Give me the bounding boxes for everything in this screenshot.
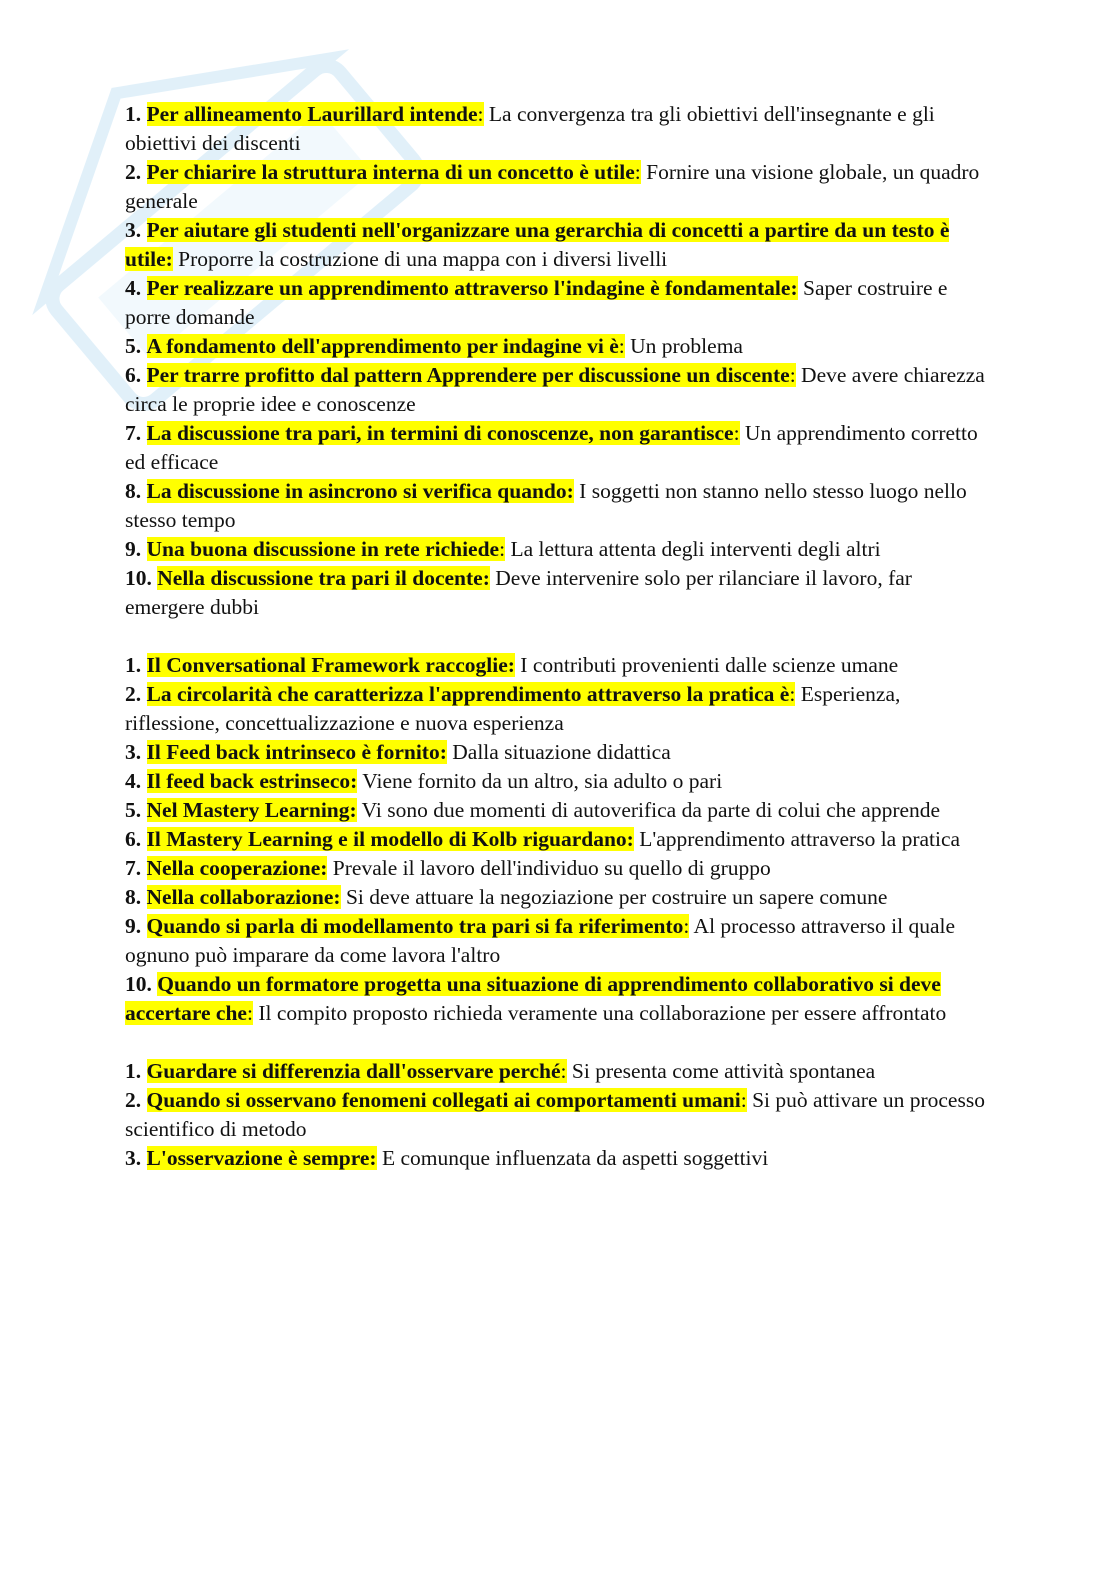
answer-text: Esperienza, riflessione, concettualizzazione e nuova esperienza (125, 682, 901, 735)
answer-text: Viene fornito da un altro, sia adulto o pari (357, 769, 723, 793)
answer-text: Al processo attraverso il quale ognuno può imparare da come lavora l'altro (125, 914, 956, 967)
item-number: 1. (125, 102, 142, 126)
question-highlight: A fondamento dell'apprendimento per indagine vi è (146, 334, 619, 358)
question-highlight: Per realizzare un apprendimento attraverso l'indagine è fondamentale: (146, 276, 798, 300)
answer-text: Fornire una visione globale, un quadro generale (125, 160, 980, 213)
item-number: 1. (125, 1059, 142, 1083)
question-highlight: Il feed back estrinseco: (146, 769, 358, 793)
question-highlight: Il Feed back intrinseco è fornito: (146, 740, 447, 764)
item-number: 8. (125, 479, 142, 503)
item-number: 3. (125, 218, 142, 242)
qa-item (125, 564, 985, 622)
answer-text: Si deve attuare la negoziazione per costruire un sapere comune (340, 885, 888, 909)
question-highlight: La discussione in asincrono si verifica quando: (146, 479, 574, 503)
answer-text: Si presenta come attività spontanea (566, 1059, 876, 1083)
answer-text: La lettura attenta degli interventi degli altri (505, 537, 881, 561)
quiz-section-2 (125, 651, 985, 1028)
question-highlight: Il Mastery Learning e il modello di Kolb riguardano: (146, 827, 634, 851)
answer-text: Deve intervenire solo per rilanciare il lavoro, far emergere dubbi (125, 566, 912, 619)
item-number: 4. (125, 769, 142, 793)
item-number: 2. (125, 1088, 142, 1112)
item-number: 4. (125, 276, 142, 300)
item-number: 3. (125, 740, 142, 764)
answer-text: I contributi provenienti dalle scienze umane (514, 653, 899, 677)
answer-text: Proporre la costruzione di una mappa con i diversi livelli (172, 247, 668, 271)
answer-text: E comunque influenzata da aspetti soggettivi (376, 1146, 769, 1170)
quiz-section-3 (125, 1057, 985, 1173)
question-separator: : (789, 682, 796, 706)
question-separator: : (733, 421, 740, 445)
question-highlight: Nel Mastery Learning: (146, 798, 357, 822)
qa-item (125, 361, 985, 419)
qa-item (125, 158, 985, 216)
qa-item (125, 477, 985, 535)
qa-item (125, 100, 985, 158)
qa-item (125, 970, 985, 1028)
item-number: 1. (125, 653, 142, 677)
question-highlight: Quando si osservano fenomeni collegati ai comportamenti umani (146, 1088, 741, 1112)
quiz-section-1 (125, 100, 985, 622)
qa-item (125, 216, 985, 274)
qa-item (125, 738, 985, 767)
answer-text: Deve avere chiarezza circa le proprie idee e conoscenze (125, 363, 985, 416)
document-body (125, 100, 985, 1173)
question-separator: : (618, 334, 625, 358)
qa-item (125, 912, 985, 970)
qa-item (125, 883, 985, 912)
question-separator: : (634, 160, 641, 184)
qa-item (125, 332, 985, 361)
item-number: 5. (125, 334, 142, 358)
item-number: 6. (125, 827, 142, 851)
qa-item (125, 854, 985, 883)
answer-text: Saper costruire e porre domande (125, 276, 948, 329)
question-highlight: Per chiarire la struttura interna di un concetto è utile (146, 160, 635, 184)
item-number: 10. (125, 566, 152, 590)
item-number: 7. (125, 856, 142, 880)
question-separator: : (499, 537, 506, 561)
qa-item (125, 767, 985, 796)
item-number: 5. (125, 798, 142, 822)
answer-text: Un problema (624, 334, 743, 358)
answer-text: Dalla situazione didattica (446, 740, 671, 764)
question-separator: : (477, 102, 484, 126)
question-highlight: L'osservazione è sempre: (146, 1146, 377, 1170)
qa-item (125, 274, 985, 332)
answer-text: Vi sono due momenti di autoverifica da parte di colui che apprende (356, 798, 941, 822)
answer-text: L'apprendimento attraverso la pratica (633, 827, 961, 851)
item-number: 3. (125, 1146, 142, 1170)
item-number: 2. (125, 682, 142, 706)
item-number: 9. (125, 537, 142, 561)
qa-item (125, 1086, 985, 1144)
answer-text: Prevale il lavoro dell'individuo su quello di gruppo (327, 856, 771, 880)
qa-item (125, 1144, 985, 1173)
qa-item (125, 1057, 985, 1086)
item-number: 7. (125, 421, 142, 445)
question-highlight: Quando un formatore progetta una situazione di apprendimento collaborativo si deve accertare che (125, 972, 941, 1025)
question-highlight: Una buona discussione in rete richiede (146, 537, 500, 561)
qa-item (125, 680, 985, 738)
question-highlight: Nella collaborazione: (146, 885, 341, 909)
question-highlight: Quando si parla di modellamento tra pari si fa riferimento (146, 914, 684, 938)
question-separator: : (246, 1001, 253, 1025)
question-separator: : (683, 914, 690, 938)
qa-item (125, 796, 985, 825)
answer-text: Il compito proposto richieda veramente una collaborazione per essere affrontato (252, 1001, 947, 1025)
question-highlight: Il Conversational Framework raccoglie: (146, 653, 515, 677)
question-highlight: Nella cooperazione: (146, 856, 328, 880)
question-highlight: Nella discussione tra pari il docente: (157, 566, 490, 590)
question-separator: : (740, 1088, 747, 1112)
question-highlight: La discussione tra pari, in termini di conoscenze, non garantisce (146, 421, 734, 445)
item-number: 8. (125, 885, 142, 909)
question-highlight: Per aiutare gli studenti nell'organizzare una gerarchia di concetti a partire da un testo è utile: (125, 218, 950, 271)
item-number: 10. (125, 972, 152, 996)
answer-text: La convergenza tra gli obiettivi dell'insegnante e gli obiettivi dei discenti (125, 102, 935, 155)
question-highlight: Per trarre profitto dal pattern Apprendere per discussione un discente (146, 363, 790, 387)
item-number: 2. (125, 160, 142, 184)
question-highlight: Per allineamento Laurillard intende (146, 102, 478, 126)
question-separator: : (560, 1059, 567, 1083)
qa-item (125, 825, 985, 854)
question-separator: : (789, 363, 796, 387)
answer-text: Un apprendimento corretto ed efficace (125, 421, 978, 474)
answer-text: I soggetti non stanno nello stesso luogo nello stesso tempo (125, 479, 967, 532)
answer-text: Si può attivare un processo scientifico di metodo (125, 1088, 985, 1141)
question-highlight: Guardare si differenzia dall'osservare perché (146, 1059, 561, 1083)
question-highlight: La circolarità che caratterizza l'apprendimento attraverso la pratica è (146, 682, 790, 706)
qa-item (125, 651, 985, 680)
qa-item (125, 419, 985, 477)
item-number: 6. (125, 363, 142, 387)
qa-item (125, 535, 985, 564)
item-number: 9. (125, 914, 142, 938)
